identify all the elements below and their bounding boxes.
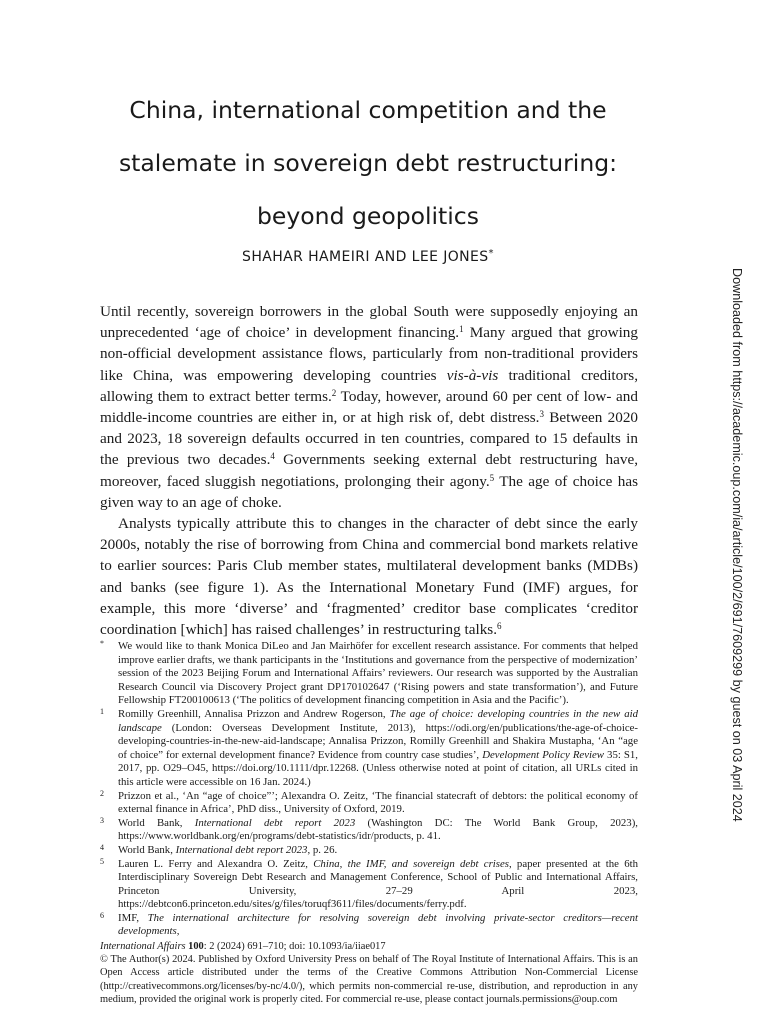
footnote-mark: * — [100, 639, 104, 648]
copyright-notice: © The Author(s) 2024. Published by Oxford University Press on behalf of The Royal Institute of International Affairs. This is an Open Access article distributed under the terms of the Creative Commons Attribution Non-Commercial License (http://creativecommons.org/licenses/by-nc/4.0/), which permits non-commercial re-use, distribution, and reproduction in any medium, provided the original work is properly cited. For commercial re-use, please contact journals.permissions@oup.com — [100, 954, 638, 1005]
italic-run: Development Policy Review — [482, 748, 604, 761]
text-run: The age of choice has given way to an age of choke. — [100, 472, 638, 511]
footnote-mark: 1 — [100, 706, 104, 716]
footnote-ref: 4 — [270, 451, 275, 462]
footnote-item — [100, 790, 638, 817]
footnote-text — [118, 817, 638, 844]
text-run: World Bank, — [118, 816, 195, 829]
footnote-text — [118, 708, 638, 790]
text-run: Governments seeking external debt restructuring have, moreover, faced sluggish negotiations, prolonging their agony. — [100, 451, 639, 490]
footnote-text — [118, 640, 638, 708]
footnote-item — [100, 708, 638, 790]
title-line-2: stalemate in sovereign debt restructuring: — [118, 149, 618, 177]
journal-volume: 100 — [185, 941, 204, 952]
author-names — [60, 248, 676, 265]
footnote-ref: 1 — [459, 324, 464, 335]
footnote-item — [100, 844, 638, 858]
download-side-note: Downloaded from https://academic.oup.com/ia/article/100/2/691/7609299 by guest on 03 April 2024 — [730, 268, 744, 822]
text-run: , p. 26. — [307, 843, 338, 856]
text-run: We would like to thank Monica DiLeo and Jan Mairhöfer for excellent research assistance. For comments that helped improve earlier drafts, we thank participants in the ‘Institutions and governance from the perspective of modernization’ session of the 2023 Beijing Forum and International Affairs’ reviewers. Our research was supported by the Australian Research Council via Discovery Project grant DP170102647 (‘Rising powers and state transformation’), and Future Fellowship FT200100613 (‘The politics of development financing competition in Asia and the Pacific’). — [118, 640, 638, 707]
footnote-ref: 2 — [331, 387, 337, 398]
author-list: SHAHAR HAMEIRI AND LEE JONES — [242, 249, 489, 265]
article-title — [60, 84, 676, 243]
footnote-text — [118, 858, 638, 912]
footnote-mark: 4 — [100, 842, 104, 852]
title-line-1: China, international competition and the — [129, 96, 607, 124]
text-run: Analysts typically attribute this to changes in the character of debt since the early 2000s, notably the rise of borrowing from China and commercial bond markets relative to earlier sources: Paris Club member states, multilateral development banks (MDBs) and banks (see figure 1). As the International Monetary Fund (IMF) argues, for example, this more ‘diverse’ and ‘fragmented’ creditor base complicates ‘creditor coordination [which] has raised challenges’ in restructuring talks. — [100, 515, 638, 639]
footnote-item — [100, 640, 638, 708]
italic-run: China, the IMF, and sovereign debt crises — [313, 857, 509, 870]
journal-name: International Affairs — [100, 941, 186, 952]
italic-run: International debt report 2023 — [194, 816, 356, 829]
footnote-ref: 5 — [489, 472, 495, 483]
footnote-item — [100, 858, 638, 912]
text-run: World Bank, — [118, 843, 176, 856]
text-run: Romilly Greenhill, Annalisa Prizzon and Andrew Rogerson, — [118, 707, 390, 720]
footnotes — [100, 640, 638, 939]
paragraph-2 — [100, 513, 638, 640]
footnote-text — [118, 844, 638, 858]
footnote-mark: 6 — [100, 910, 104, 920]
text-run: (Washington DC: The World Bank Group, 2023), https://www.worldbank.org/en/programs/debt-statistics/idr/products, p. 41. — [118, 816, 638, 843]
footnote-mark: 5 — [100, 856, 104, 866]
text-run: Prizzon et al., ‘An “age of choice”’; Alexandra O. Zeitz, ‘The financial statecraft of debtors: the political economy of external finance in Africa’, PhD diss., University of Oxford, 2019. — [118, 789, 638, 816]
article-body — [100, 301, 638, 640]
text-run: , paper presented at the 6th Interdisciplinary Sovereign Debt Research and Management Conference, School of Public and International Affairs, Princeton University, 27–29 April 2023, https://debtcon6.princeton.edu/sites/g/files/toruqf3611/files/documents/ferry.pdf. — [118, 857, 638, 911]
footnote-text — [118, 912, 638, 939]
text-run: 35: S1, 2017, pp. O29–O45, https://doi.org/10.1111/dpr.12268. (Unless otherwise noted at point of citation, all URLs cited in this article were accessible on 16 Jan. 2024.) — [118, 748, 638, 788]
text-run: Today, however, around 60 per cent of low- and middle-income countries are either in, or at high risk of, debt distress. — [100, 387, 638, 427]
publication-info — [100, 940, 638, 1006]
journal-issue-pages: : 2 (2024) 691–710; doi: 10.1093/ia/iiae017 — [203, 941, 386, 952]
text-run: Between 2020 and 2023, 18 sovereign defaults occurred in ten countries, compared to 15 defaults in the previous two decades. — [100, 409, 639, 469]
italic-run: The international architecture for resolving sovereign debt involving private-sector creditors—recent developments, — [118, 911, 638, 938]
italic-run: vis-à-vis — [446, 366, 499, 384]
text-run: Lauren L. Ferry and Alexandra O. Zeitz, — [118, 857, 314, 870]
text-run: traditional creditors, allowing them to extract better terms. — [100, 366, 638, 405]
title-line-3: beyond geopolitics — [257, 202, 479, 230]
footnote-ref: 6 — [497, 621, 502, 632]
footnote-mark: 2 — [100, 788, 104, 798]
italic-run: The age of choice: developing countries in the new aid landscape — [118, 707, 638, 734]
footnote-item — [100, 912, 638, 939]
footnote-item — [100, 817, 638, 844]
paragraph-1 — [100, 301, 638, 513]
journal-citation — [100, 940, 638, 953]
footnote-ref: 3 — [539, 409, 544, 420]
footnote-text — [118, 790, 638, 817]
text-run: (London: Overseas Development Institute, 2013), https://odi.org/en/publications/the-age-of-choice-developing-countries-in-the-new-aid-landscape; Annalisa Prizzon, Romilly Greenhill and Shakira Mustapha, ‘An “age of choice” for external development finance? Evidence from country case studies’, — [118, 721, 638, 761]
text-run: Many argued that growing non-official development assistance flows, particularly from non-traditional providers like China, was empowering developing countries — [100, 324, 638, 384]
author-footnote-mark: * — [488, 248, 494, 259]
footnote-mark: 3 — [100, 815, 104, 825]
text-run: Until recently, sovereign borrowers in the global South were supposedly enjoying an unprecedented ‘age of choice’ in development financing. — [100, 303, 638, 342]
text-run: IMF, — [118, 911, 148, 924]
italic-run: International debt report 2023 — [175, 843, 308, 856]
